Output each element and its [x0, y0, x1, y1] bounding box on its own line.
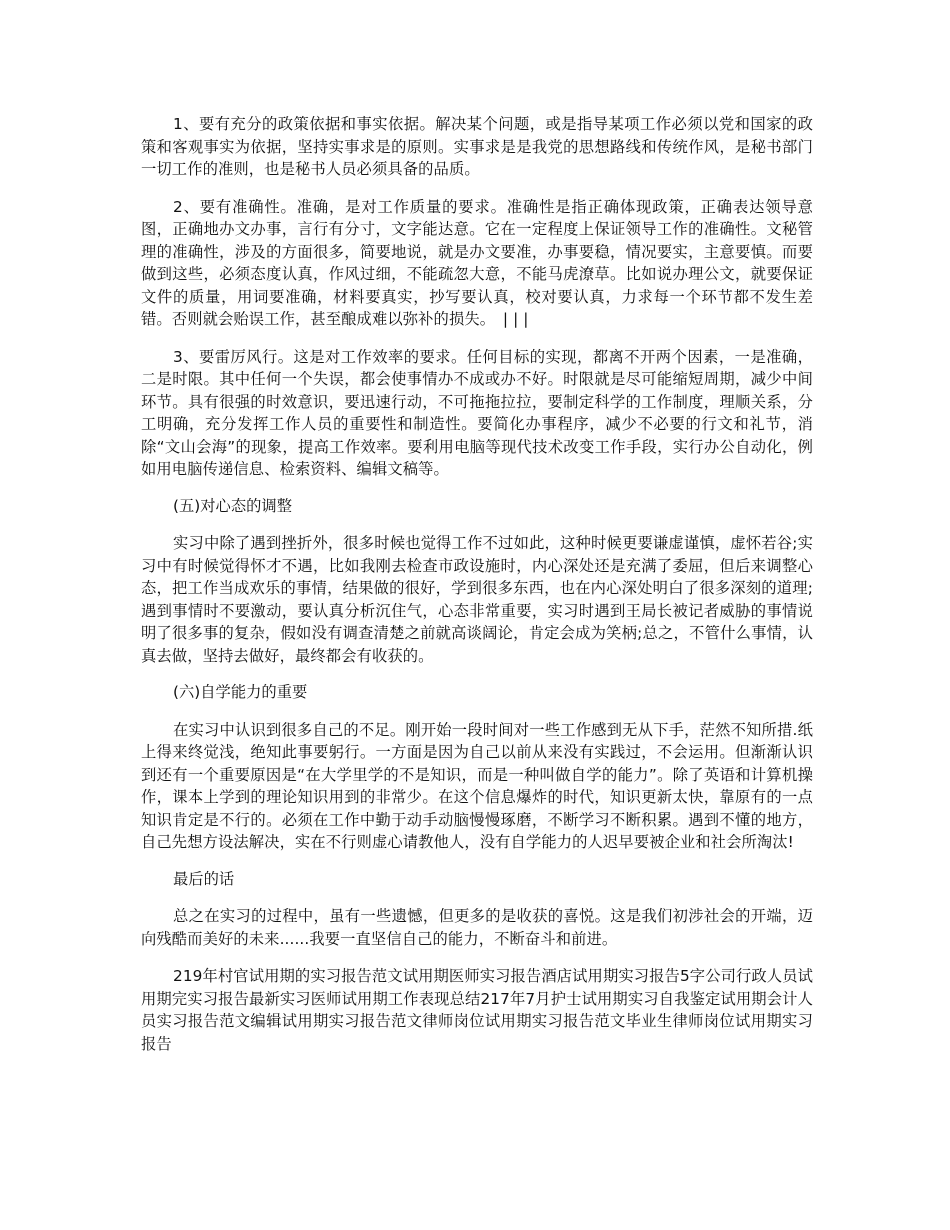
paragraph-efficiency: 3、要雷厉风行。这是对工作效率的要求。任何目标的实现，都离不开两个因素，一是准确，二是时限。其中任何一个失误，都会使事情办不成或办不好。时限就是尽可能缩短周期，减少中间环节。具有很强的时效意识，要迅速行动，不可拖拖拉拉，要制定科学的工作制度，理顺关系，分工明确，充分发挥工作人员的重要性和制造性。要简化办事程序，减少不必要的行文和礼节，消除“文山会海”的现象，提高工作效率。要利用电脑等现代技术改变工作手段，实行办公自动化，例如用电脑传递信息、检索资料、编辑文稿等。: [141, 347, 813, 478]
paragraph-closing: 总之在实习的过程中，虽有一些遗憾，但更多的是收获的喜悦。这是我们初涉社会的开端，迈向残酷而美好的未来......我要一直坚信自己的能力，不断奋斗和前进。: [141, 907, 813, 948]
paragraph-accuracy: 2、要有准确性。准确，是对工作质量的要求。准确性是指正确体现政策，正确表达领导意图，正确地办文办事，言行有分寸，文字能达意。它在一定程度上保证领导工作的准确性。文秘管理的准确性，涉及的方面很多，简要地说，就是办文要准，办事要稳，情况要实，主意要慎。而要做到这些，必须态度认真，作风过细，不能疏忽大意，不能马虎潦草。比如说办理公文，就要保证文件的质量，用词要准确，材料要真实，抄写要认真，校对要认真，力求每一个环节都不发生差错。否则就会贻误工作，甚至酿成难以弥补的损失。 | | |: [141, 197, 813, 328]
document-body: [141, 113, 813, 1055]
heading-closing: 最后的话: [173, 869, 235, 888]
paragraph-related-reports: 219年村官试用期的实习报告范文试用期医师实习报告酒店试用期实习报告5字公司行政人员试用期完实习报告最新实习医师试用期工作表现总结217年7月护士试用期实习自我鉴定试用期会计人员实习报告范文编辑试用期实习报告范文律师岗位试用期实习报告范文毕业生律师岗位试用期实习报告: [141, 967, 813, 1053]
paragraph-mindset: 实习中除了遇到挫折外，很多时候也觉得工作不过如此，这种时候更要谦虚谨慎，虚怀若谷;实习中有时候觉得怀才不遇，比如我刚去检查市政设施时，内心深处还是充满了委屈，但后来调整心态，把工作当成欢乐的事情，结果做的很好，学到很多东西，也在内心深处明白了很多深刻的道理;遇到事情时不要激动，要认真分析沉住气，心态非常重要，实习时遇到王局长被记者威胁的事情说明了很多事的复杂，假如没有调查清楚之前就高谈阔论，肯定会成为笑柄;总之，不管什么事情，认真去做，坚持去做好，最终都会有收获的。: [141, 534, 813, 665]
heading-self-learning: (六)自学能力的重要: [173, 683, 308, 701]
heading-mindset: (五)对心态的调整: [173, 496, 293, 515]
paragraph-policy-basis: 1、要有充分的政策依据和事实依据。解决某个问题，或是指导某项工作必须以党和国家的政策和客观事实为依据，坚持实事求是的原则。实事求是是我党的思想路线和传统作风，是秘书部门一切工作的准则，也是秘书人员必须具备的品质。: [141, 115, 813, 178]
paragraph-self-learning: 在实习中认识到很多自己的不足。刚开始一段时间对一些工作感到无从下手，茫然不知所措.纸上得来终觉浅，绝知此事要躬行。一方面是因为自己以前从来没有实践过，不会运用。但渐渐认识到还有一个重要原因是“在大学里学的不是知识，而是一种叫做自学的能力”。除了英语和计算机操作，课本上学到的理论知识用到的非常少。在这个信息爆炸的时代，知识更新太快，靠原有的一点知识肯定是不行的。必须在工作中勤于动手动脑慢慢琢磨，不断学习不断积累。遇到不懂的地方，自己先想方设法解决，实在不行则虚心请教他人，没有自学能力的人迟早要被企业和社会所淘汰!: [141, 720, 813, 851]
